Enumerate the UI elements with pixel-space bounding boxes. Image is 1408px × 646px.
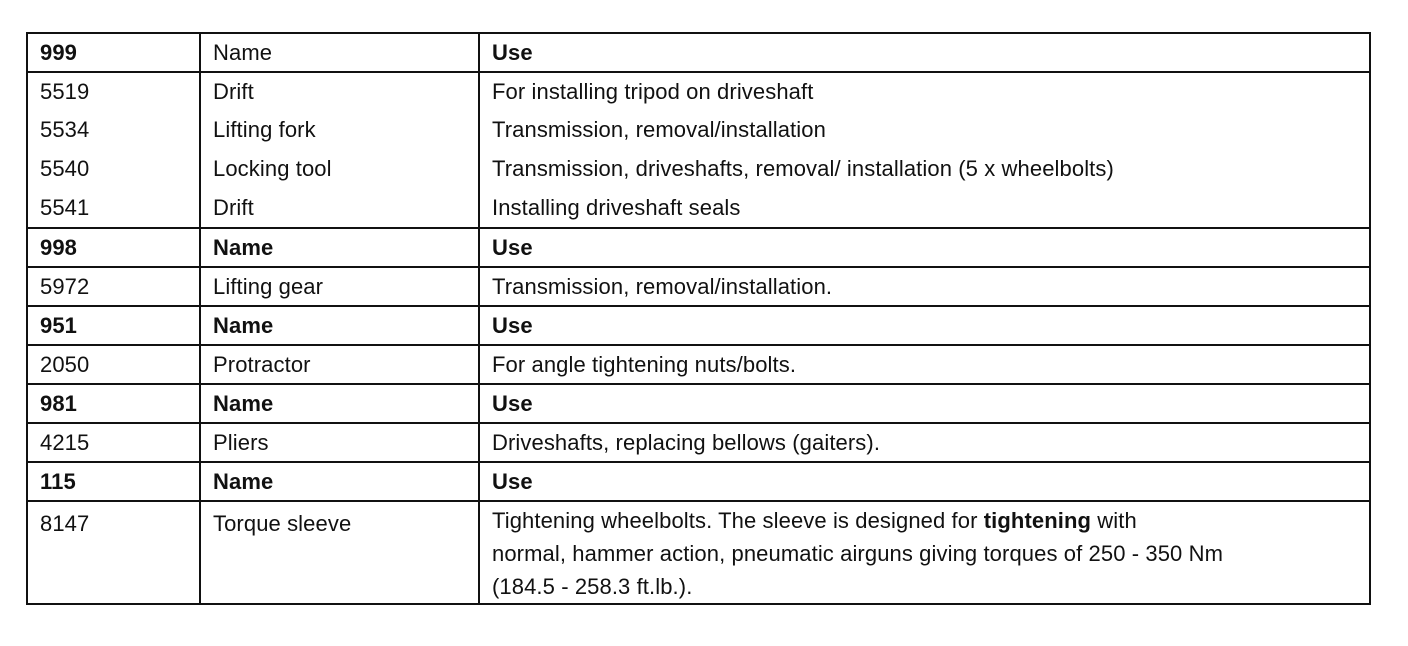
tool-use-text: Tightening wheelbolts. The sleeve is designed for <box>492 508 984 533</box>
group-code: 999 <box>27 33 200 72</box>
tool-number: 5519 <box>27 72 200 111</box>
table-row <box>27 423 1370 462</box>
tool-use-text: with <box>1091 508 1137 533</box>
tool-name: Lifting fork <box>200 111 479 150</box>
special-tools-table <box>26 32 1371 605</box>
tool-number: 4215 <box>27 423 200 462</box>
header-name: Name <box>200 462 479 501</box>
tool-use-emphasis: tightening <box>983 508 1092 533</box>
tool-use <box>479 501 1370 604</box>
tool-number: 5972 <box>27 267 200 306</box>
tool-number: 5540 <box>27 150 200 189</box>
tool-use: Transmission, removal/installation. <box>479 267 1370 306</box>
tool-use: Transmission, removal/installation <box>479 111 1370 150</box>
tool-use: Driveshafts, replacing bellows (gaiters). <box>479 423 1370 462</box>
tool-number: 5534 <box>27 111 200 150</box>
header-use: Use <box>479 306 1370 345</box>
table-row <box>27 150 1370 189</box>
header-name: Name <box>200 228 479 267</box>
tool-name: Pliers <box>200 423 479 462</box>
group-header-row <box>27 228 1370 267</box>
header-name: Name <box>200 33 479 72</box>
group-code: 115 <box>27 462 200 501</box>
tool-name: Locking tool <box>200 150 479 189</box>
group-header-row <box>27 306 1370 345</box>
table-row <box>27 501 1370 604</box>
tool-use-text-line: normal, hammer action, pneumatic airguns giving torques of 250 - 350 Nm <box>492 541 1224 566</box>
tool-name: Drift <box>200 72 479 111</box>
tool-use-text-line: (184.5 - 258.3 ft.lb.). <box>492 574 693 599</box>
tool-use-description <box>492 504 1369 603</box>
tool-name: Torque sleeve <box>200 501 479 604</box>
tool-number: 8147 <box>27 501 200 604</box>
table-row <box>27 345 1370 384</box>
group-header-row <box>27 33 1370 72</box>
table-row <box>27 267 1370 306</box>
header-use: Use <box>479 384 1370 423</box>
table-row <box>27 189 1370 228</box>
group-code: 981 <box>27 384 200 423</box>
header-use: Use <box>479 228 1370 267</box>
tool-use: For angle tightening nuts/bolts. <box>479 345 1370 384</box>
tool-name: Lifting gear <box>200 267 479 306</box>
header-use: Use <box>479 33 1370 72</box>
special-tools-sheet <box>26 32 1369 605</box>
tool-use: Transmission, driveshafts, removal/ installation (5 x wheelbolts) <box>479 150 1370 189</box>
header-name: Name <box>200 384 479 423</box>
header-use: Use <box>479 462 1370 501</box>
table-row <box>27 111 1370 150</box>
header-name: Name <box>200 306 479 345</box>
group-code: 951 <box>27 306 200 345</box>
group-header-row <box>27 384 1370 423</box>
tool-number: 2050 <box>27 345 200 384</box>
group-header-row <box>27 462 1370 501</box>
group-code: 998 <box>27 228 200 267</box>
tool-use: For installing tripod on driveshaft <box>479 72 1370 111</box>
tool-name: Protractor <box>200 345 479 384</box>
table-row <box>27 72 1370 111</box>
tool-name: Drift <box>200 189 479 228</box>
tool-use: Installing driveshaft seals <box>479 189 1370 228</box>
tool-number: 5541 <box>27 189 200 228</box>
